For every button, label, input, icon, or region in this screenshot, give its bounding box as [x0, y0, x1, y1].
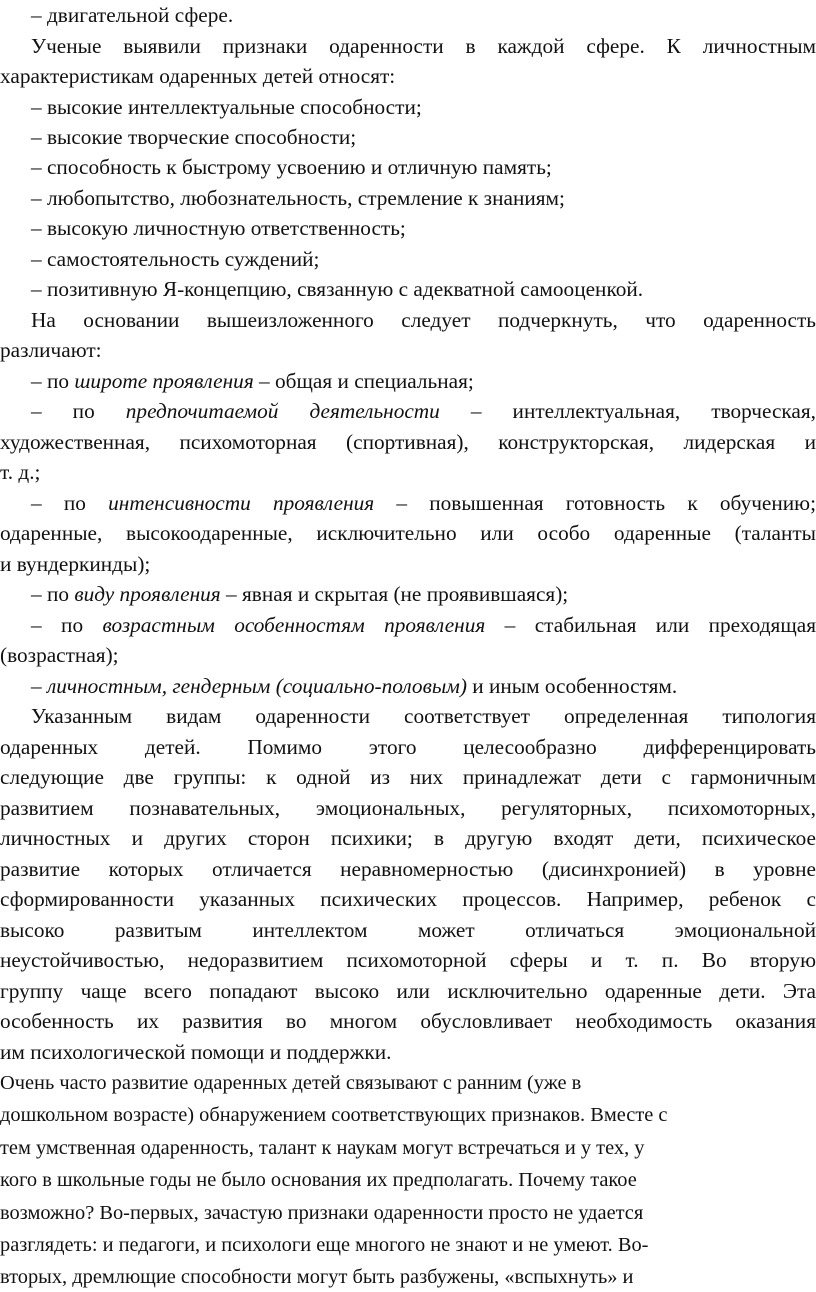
text-line: тем умственная одаренность, талант к наукам могут встречаться и у тех, у [0, 1137, 645, 1159]
text-line: развитием познавательных, эмоциональных, регуляторных, психомоторных, [0, 796, 816, 820]
text-run: и иным особенностям. [466, 674, 678, 698]
text-line: дошкольном возрасте) обнаружением соответствующих признаков. Вместе с [0, 1104, 668, 1126]
text-line: возможно? Во-первых, зачастую признаки одаренности просто не удается [0, 1202, 644, 1224]
list-item: – самостоятельность суждений; [31, 247, 320, 271]
text-run: – [31, 674, 47, 698]
text-line: т. д.; [0, 460, 41, 484]
text-line: высоко развитым интеллектом может отличаться эмоциональной [0, 918, 816, 942]
text-run: – повышенная готовность к обучению; [374, 491, 816, 515]
text-run: – явная и скрытая (не проявившаяся); [220, 582, 569, 606]
list-item [0, 579, 816, 609]
list-item [0, 396, 816, 426]
text-line: (возрастная); [0, 643, 119, 667]
text-line: одаренных детей. Помимо этого целесообразно дифференцировать [0, 735, 816, 759]
text-line: и вундеркинды); [0, 552, 151, 576]
italic-term: личностным, гендерным (социально-половым) [46, 674, 467, 698]
text-line: развитие которых отличается неравномерностью (дисинхронией) в уровне [0, 857, 816, 881]
list-item: – высокую личностную ответственность; [31, 216, 406, 240]
italic-term: предпочитаемой деятельности [125, 399, 440, 423]
text-run: – по [31, 582, 75, 606]
text-line: вторых, дремлющие способности могут быть разбужены, «вспыхнуть» и [0, 1266, 634, 1288]
text-line: особенность их развития во многом обусловливает необходимость оказания [0, 1009, 816, 1033]
text-line: – двигательной сфере. [31, 3, 234, 27]
list-item [0, 488, 816, 518]
text-line: различают: [0, 338, 102, 362]
text-run: – по [31, 399, 126, 423]
text-line: кого в школьные годы не было основания их предполагать. Почему такое [0, 1169, 637, 1191]
text-line: художественная, психомоторная (спортивная), конструкторская, лидерская и [0, 430, 816, 454]
text-line: неустойчивостью, недоразвитием психомоторной сферы и т. п. Во вторую [0, 948, 816, 972]
italic-term: виду проявления [74, 582, 221, 606]
text-line: одаренные, высокоодаренные, исключительно или особо одаренные (таланты [0, 521, 816, 545]
italic-term: интенсивности проявления [108, 491, 375, 515]
text-line: группу чаще всего попадают высоко или исключительно одаренные дети. Эта [0, 979, 816, 1003]
list-item: – способность к быстрому усвоению и отличную память; [31, 155, 552, 179]
text-line: Очень часто развитие одаренных детей связывают с ранним (уже в [0, 1072, 582, 1094]
text-run: – по [31, 491, 109, 515]
italic-term: возрастным особенностям проявления [102, 613, 486, 637]
paragraph-first-line: Указанным видам одаренности соответствует определенная типология [31, 704, 816, 728]
list-item [0, 366, 816, 396]
list-item: – высокие творческие способности; [31, 125, 357, 149]
text-run: – стабильная или преходящая [485, 613, 816, 637]
text-line: личностных и других сторон психики; в другую входят дети, психическое [0, 826, 816, 850]
text-run: – общая и специальная; [253, 369, 474, 393]
text-line: им психологической помощи и поддержки. [0, 1040, 392, 1064]
text-line: характеристикам одаренных детей относят: [0, 64, 396, 88]
list-item [0, 671, 816, 701]
list-item: – любопытство, любознательность, стремление к знаниям; [31, 186, 565, 210]
text-run: – по [31, 613, 103, 637]
list-item: – высокие интеллектуальные способности; [31, 95, 422, 119]
text-run: – по [31, 369, 75, 393]
list-item [0, 610, 816, 640]
italic-term: широте проявления [74, 369, 254, 393]
text-line: разглядеть: и педагоги, и психологи еще многого не знают и не умеют. Во- [0, 1234, 649, 1256]
list-item: – позитивную Я-концепцию, связанную с адекватной самооценкой. [31, 277, 644, 301]
paragraph-first-line: Ученые выявили признаки одаренности в каждой сфере. К личностным [31, 34, 816, 58]
text-line: следующие две группы: к одной из них принадлежат дети с гармоничным [0, 765, 816, 789]
text-line: сформированности указанных психических процессов. Например, ребенок с [0, 887, 816, 911]
text-run: – интеллектуальная, творческая, [439, 399, 816, 423]
paragraph-first-line: На основании вышеизложенного следует подчеркнуть, что одаренность [31, 308, 816, 332]
